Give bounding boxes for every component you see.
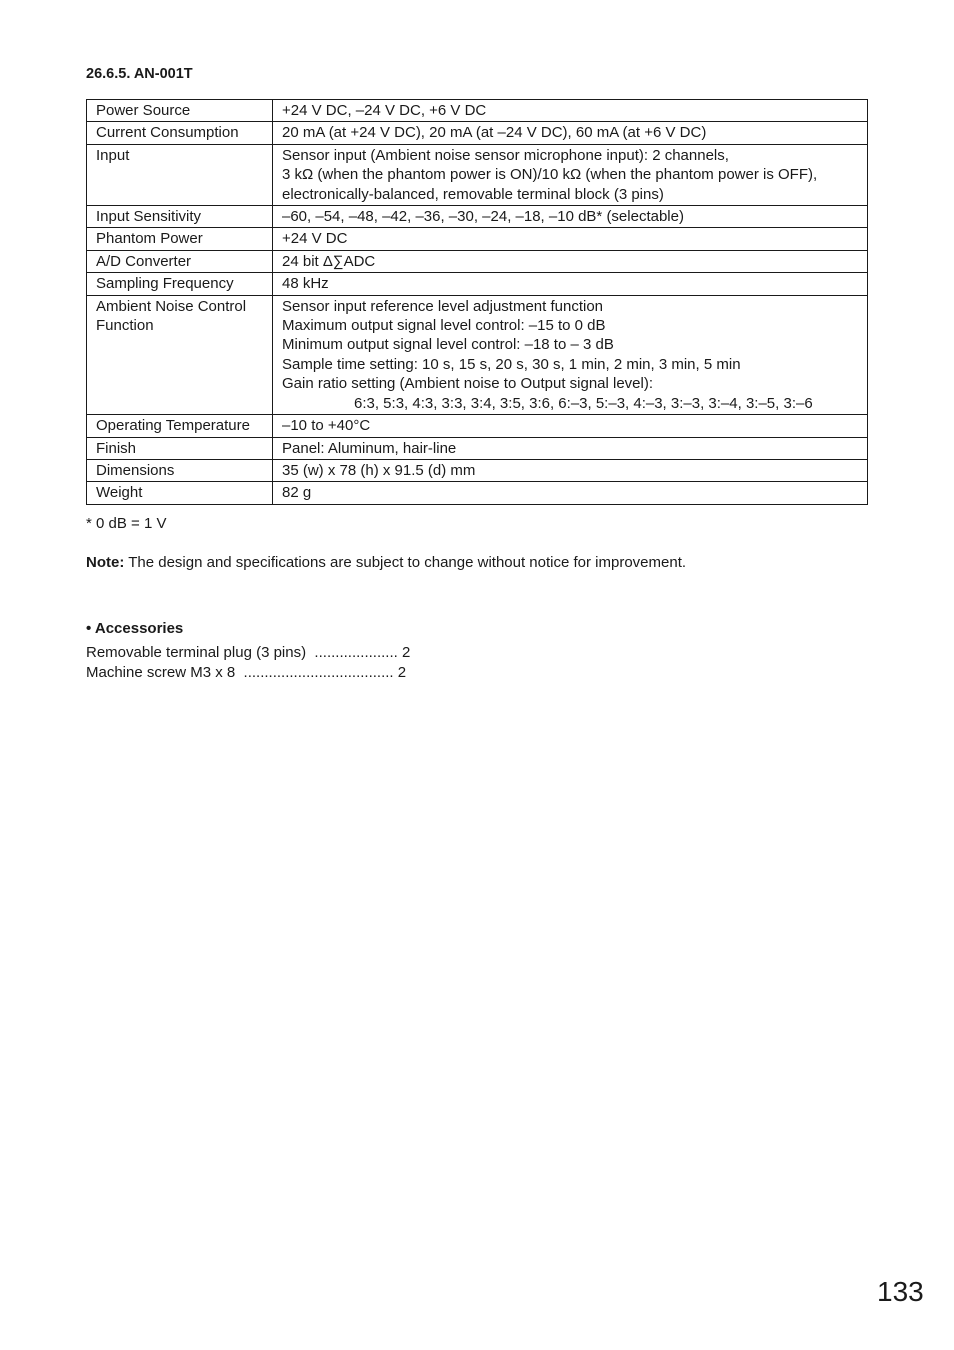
spec-label-line: Dimensions [96,461,175,479]
spec-label [87,437,273,459]
spec-value [273,482,868,504]
spec-row [87,295,868,414]
accessories-list [86,643,410,682]
spec-label-line: Weight [96,484,143,502]
spec-value [273,250,868,272]
accessories-heading: • Accessories [86,620,184,637]
spec-row [87,250,868,272]
spec-label-line: Operating Temperature [96,417,250,435]
spec-label-line: Current Consumption [96,124,239,142]
spec-label [87,482,273,504]
spec-value [273,228,868,250]
accessory-item: Machine screw M3 x 8 .................................... 2 [86,663,407,681]
spec-label [87,206,273,228]
spec-label [87,144,273,205]
spec-table-body [87,100,868,505]
spec-value [273,295,868,414]
spec-row [87,459,868,481]
spec-value-line-indented: 6:3, 5:3, 4:3, 3:3, 3:4, 3:5, 3:6, 6:–3, 5:–3, 4:–3, 3:–3, 3:–4, 3:–5, 3:–6 [354,394,813,412]
spec-row [87,206,868,228]
spec-value-line: Gain ratio setting (Ambient noise to Output signal level): [282,375,654,393]
spec-label [87,415,273,437]
spec-value-line: –10 to +40°C [282,417,371,435]
spec-value-line: 48 kHz [282,275,329,293]
spec-label-line: Function [96,317,154,335]
accessory-item: Removable terminal plug (3 pins) .................... 2 [86,644,411,661]
spec-value-line: electronically-balanced, removable terminal block (3 pins) [282,185,664,203]
spec-value [273,437,868,459]
spec-value [273,100,868,122]
spec-label-line: A/D Converter [96,252,192,270]
spec-value-line: 24 bit Δ∑ADC [282,252,376,270]
spec-label-line: Input Sensitivity [96,208,202,226]
spec-value-line: 82 g [282,484,312,502]
spec-label-line: Sampling Frequency [96,275,234,293]
spec-value-line: Minimum output signal level control: –18 to – 3 dB [282,336,614,354]
spec-label [87,250,273,272]
spec-row [87,144,868,205]
spec-label-line: Phantom Power [96,230,203,248]
spec-value [273,459,868,481]
spec-value-line: +24 V DC, –24 V DC, +6 V DC [282,102,487,119]
spec-value-line: Sample time setting: 10 s, 15 s, 20 s, 30 s, 1 min, 2 min, 3 min, 5 min [282,355,741,373]
spec-table [86,99,868,505]
spec-value [273,273,868,295]
note [86,554,686,571]
spec-label-line: Finish [96,439,137,457]
spec-label [87,273,273,295]
spec-row [87,415,868,437]
spec-value-line: Maximum output signal level control: –15 to 0 dB [282,317,606,335]
spec-label-line: Input [96,146,130,164]
spec-label-line: Power Source [96,102,191,119]
spec-value [273,206,868,228]
spec-label [87,228,273,250]
spec-value-line: +24 V DC [282,230,348,248]
spec-label [87,122,273,144]
spec-label [87,295,273,414]
spec-value [273,415,868,437]
spec-value-line: Sensor input reference level adjustment function [282,297,604,315]
note-label: Note: [86,554,125,571]
spec-value-line: 20 mA (at +24 V DC), 20 mA (at –24 V DC), 60 mA (at +6 V DC) [282,124,707,142]
spec-value-line: Sensor input (Ambient noise sensor microphone input): 2 channels, [282,146,729,164]
spec-row [87,437,868,459]
spec-row [87,482,868,504]
spec-label [87,459,273,481]
page-number: 133 [877,1276,924,1307]
spec-label [87,100,273,122]
spec-value-line: Panel: Aluminum, hair-line [282,439,457,457]
spec-row [87,122,868,144]
spec-label-line: Ambient Noise Control [96,297,247,315]
spec-value [273,144,868,205]
spec-row [87,273,868,295]
spec-row [87,100,868,122]
spec-value-line: 3 kΩ (when the phantom power is ON)/10 kΩ (when the phantom power is OFF), [282,166,818,184]
spec-value-line: 35 (w) x 78 (h) x 91.5 (d) mm [282,461,476,479]
spec-value-line: –60, –54, –48, –42, –36, –30, –24, –18, –10 dB* (selectable) [282,208,684,226]
note-text: The design and specifications are subject to change without notice for improvement. [124,554,687,571]
footnote: * 0 dB = 1 V [86,515,167,532]
section-title: 26.6.5. AN-001T [86,66,193,82]
spec-value [273,122,868,144]
spec-row [87,228,868,250]
